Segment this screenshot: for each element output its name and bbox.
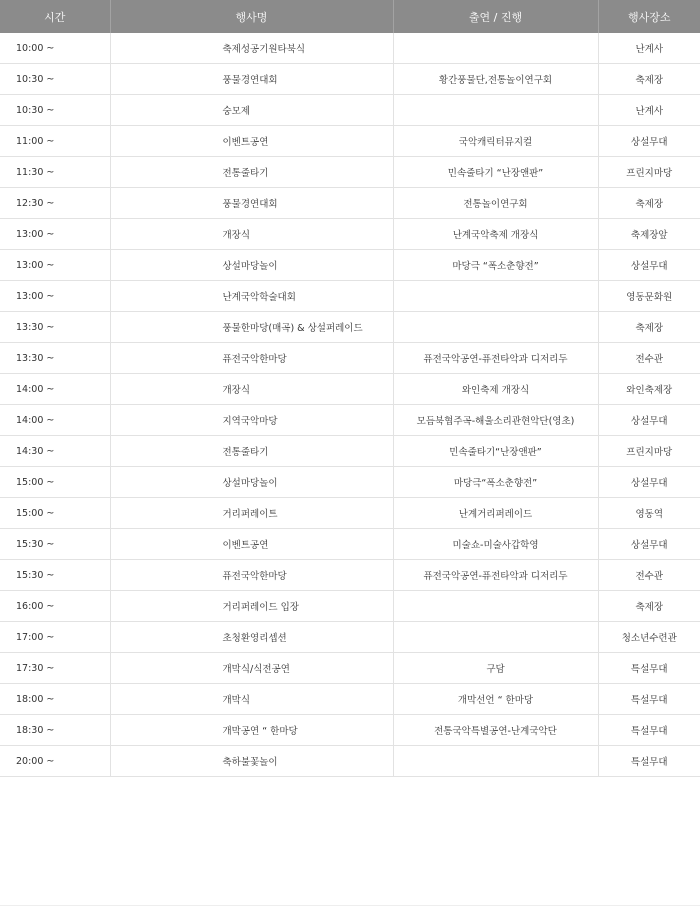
cell-venue: 프린지마당 <box>598 436 700 467</box>
cell-event: 개장식 <box>110 219 393 250</box>
cell-time: 13:00 ~ <box>0 250 110 281</box>
cell-event: 풍물한마당(매곡) & 상설퍼레이드 <box>110 312 393 343</box>
cell-time: 13:30 ~ <box>0 312 110 343</box>
cell-performer: 마당극 “폭소춘향전” <box>393 250 598 281</box>
table-row <box>0 343 700 374</box>
header-venue: 행사장소 <box>598 0 700 33</box>
cell-performer: 민속줄타기 “난장앤판” <box>393 157 598 188</box>
header-performer: 출연 / 진행 <box>393 0 598 33</box>
cell-event: 상설마당놀이 <box>110 467 393 498</box>
cell-venue: 특설무대 <box>598 684 700 715</box>
cell-venue: 특설무대 <box>598 746 700 777</box>
cell-time: 18:00 ~ <box>0 684 110 715</box>
cell-time: 12:30 ~ <box>0 188 110 219</box>
cell-time: 15:00 ~ <box>0 467 110 498</box>
table-row <box>0 374 700 405</box>
table-row <box>0 746 700 777</box>
cell-event: 개막공연 “ 한마당 <box>110 715 393 746</box>
cell-time: 10:00 ~ <box>0 33 110 64</box>
schedule-body <box>0 33 700 777</box>
cell-performer <box>393 95 598 126</box>
cell-event: 개막식 <box>110 684 393 715</box>
cell-time: 14:30 ~ <box>0 436 110 467</box>
cell-venue: 영동문화원 <box>598 281 700 312</box>
cell-performer: 국악캐릭터뮤지컬 <box>393 126 598 157</box>
cell-venue: 축제장 <box>598 312 700 343</box>
cell-performer: 구담 <box>393 653 598 684</box>
cell-performer <box>393 591 598 622</box>
cell-venue: 전수관 <box>598 560 700 591</box>
table-row <box>0 436 700 467</box>
cell-event: 초청환영리셉션 <box>110 622 393 653</box>
cell-performer <box>393 281 598 312</box>
cell-performer: 민속줄타기“난장앤판” <box>393 436 598 467</box>
cell-time: 15:30 ~ <box>0 560 110 591</box>
cell-performer <box>393 622 598 653</box>
cell-event: 전통줄타기 <box>110 436 393 467</box>
cell-event: 난계국악학술대회 <box>110 281 393 312</box>
cell-time: 13:00 ~ <box>0 281 110 312</box>
table-row <box>0 498 700 529</box>
cell-performer: 황간풍물단,전통놀이연구회 <box>393 64 598 95</box>
cell-time: 17:30 ~ <box>0 653 110 684</box>
table-row <box>0 560 700 591</box>
cell-time: 14:00 ~ <box>0 374 110 405</box>
cell-performer: 마당극“폭소춘향전” <box>393 467 598 498</box>
cell-performer: 전통놀이연구회 <box>393 188 598 219</box>
cell-performer: 전통국악특별공연-난계국악단 <box>393 715 598 746</box>
cell-event: 축하불꽃놀이 <box>110 746 393 777</box>
cell-performer: 퓨전국악공연-퓨전타악과 디저리두 <box>393 560 598 591</box>
cell-venue: 축제장 <box>598 64 700 95</box>
cell-time: 13:00 ~ <box>0 219 110 250</box>
table-row <box>0 95 700 126</box>
cell-time: 10:30 ~ <box>0 95 110 126</box>
cell-venue: 프린지마당 <box>598 157 700 188</box>
cell-venue: 영동역 <box>598 498 700 529</box>
cell-event: 퓨전국악한마당 <box>110 560 393 591</box>
cell-event: 퓨전국악한마당 <box>110 343 393 374</box>
cell-venue: 특설무대 <box>598 715 700 746</box>
cell-event: 이벤트공연 <box>110 126 393 157</box>
cell-venue: 전수관 <box>598 343 700 374</box>
cell-performer: 난계국악축제 개장식 <box>393 219 598 250</box>
cell-event: 거리퍼레이드 입장 <box>110 591 393 622</box>
table-row <box>0 622 700 653</box>
cell-event: 지역국악마당 <box>110 405 393 436</box>
cell-event: 풍물경연대회 <box>110 64 393 95</box>
cell-time: 20:00 ~ <box>0 746 110 777</box>
table-row <box>0 312 700 343</box>
cell-event: 거리퍼레이트 <box>110 498 393 529</box>
cell-venue: 난계사 <box>598 33 700 64</box>
cell-performer: 퓨전국악공연-퓨전타악과 디저리두 <box>393 343 598 374</box>
cell-event: 이벤트공연 <box>110 529 393 560</box>
cell-performer: 미술쇼-미술사갑학영 <box>393 529 598 560</box>
cell-event: 개막식/식전공연 <box>110 653 393 684</box>
cell-venue: 특설무대 <box>598 653 700 684</box>
table-row <box>0 64 700 95</box>
cell-event: 풍물경연대회 <box>110 188 393 219</box>
cell-event: 숭모제 <box>110 95 393 126</box>
cell-event: 상설마당놀이 <box>110 250 393 281</box>
cell-performer: 난계거리퍼레이드 <box>393 498 598 529</box>
schedule-header <box>0 0 700 33</box>
table-row <box>0 529 700 560</box>
cell-time: 17:00 ~ <box>0 622 110 653</box>
cell-time: 15:00 ~ <box>0 498 110 529</box>
cell-venue: 축제장 <box>598 188 700 219</box>
cell-performer: 개막선언 “ 한마당 <box>393 684 598 715</box>
cell-time: 11:00 ~ <box>0 126 110 157</box>
cell-performer <box>393 33 598 64</box>
table-row <box>0 281 700 312</box>
table-row <box>0 188 700 219</box>
cell-event: 개장식 <box>110 374 393 405</box>
cell-performer: 와인축제 개장식 <box>393 374 598 405</box>
table-row <box>0 591 700 622</box>
cell-venue: 상설무대 <box>598 250 700 281</box>
table-row <box>0 405 700 436</box>
cell-venue: 상설무대 <box>598 126 700 157</box>
cell-event: 축제성공기원타북식 <box>110 33 393 64</box>
cell-venue: 상설무대 <box>598 405 700 436</box>
table-row <box>0 219 700 250</box>
table-row <box>0 715 700 746</box>
cell-performer <box>393 312 598 343</box>
table-row <box>0 684 700 715</box>
bottom-divider <box>0 905 700 906</box>
cell-venue: 와인축제장 <box>598 374 700 405</box>
table-row <box>0 653 700 684</box>
header-event: 행사명 <box>110 0 393 33</box>
header-time: 시간 <box>0 0 110 33</box>
cell-venue: 난계사 <box>598 95 700 126</box>
cell-time: 10:30 ~ <box>0 64 110 95</box>
table-row <box>0 467 700 498</box>
table-row <box>0 33 700 64</box>
cell-time: 14:00 ~ <box>0 405 110 436</box>
cell-time: 11:30 ~ <box>0 157 110 188</box>
cell-time: 13:30 ~ <box>0 343 110 374</box>
cell-performer: 모듬북협주곡-해울소리관현악단(영초) <box>393 405 598 436</box>
cell-performer <box>393 746 598 777</box>
table-row <box>0 157 700 188</box>
cell-venue: 상설무대 <box>598 529 700 560</box>
cell-event: 전통줄타기 <box>110 157 393 188</box>
cell-venue: 축제장 <box>598 591 700 622</box>
cell-venue: 청소년수련관 <box>598 622 700 653</box>
cell-venue: 축제장앞 <box>598 219 700 250</box>
cell-time: 18:30 ~ <box>0 715 110 746</box>
cell-time: 15:30 ~ <box>0 529 110 560</box>
cell-venue: 상설무대 <box>598 467 700 498</box>
table-row <box>0 126 700 157</box>
table-row <box>0 250 700 281</box>
cell-time: 16:00 ~ <box>0 591 110 622</box>
